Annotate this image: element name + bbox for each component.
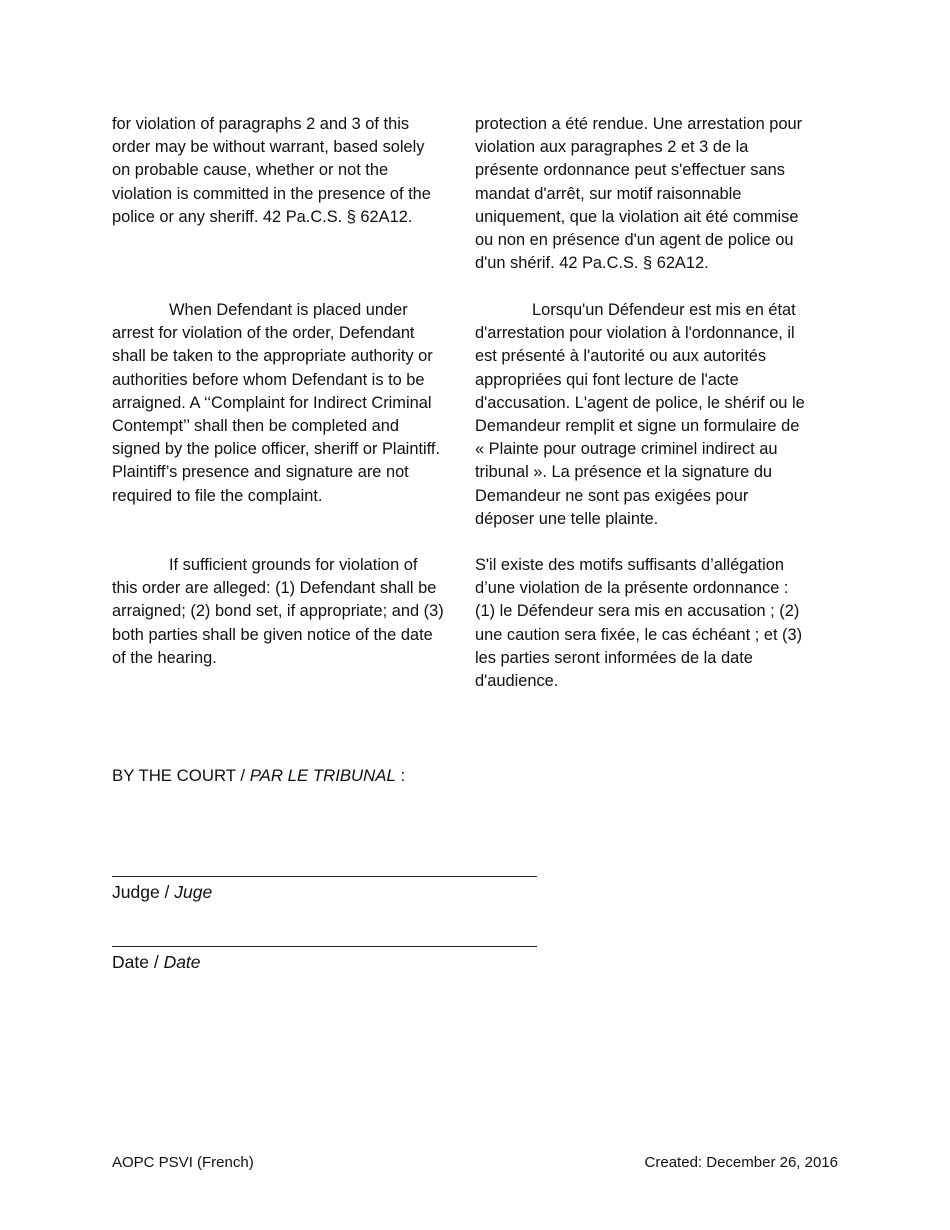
- paragraph-en-sufficient-grounds: If sufficient grounds for violation of this order are alleged: (1) Defendant shall be arraigned; (2) bond set, if appropriate; and (3) both parties shall be given notice of the date of the hearing.: [112, 556, 444, 667]
- judge-signature-line: [112, 876, 537, 877]
- judge-label: Judge / Juge: [112, 882, 213, 902]
- paragraph-en-defendant-arrest: When Defendant is placed under arrest for violation of the order, Defendant shall be taken to the appropriate authority or authorities before whom Defendant is to be arraigned. A ‘‘Complaint for Indirect Criminal Contempt’’ shall then be completed and signed by the police officer, sheriff or Plaintiff. Plaintiff’s presence and signature are not required to file the complaint.: [112, 301, 441, 505]
- footer-created-date: Created: December 26, 2016: [644, 1154, 838, 1171]
- date-label: Date / Date: [112, 952, 201, 972]
- paragraph-en-arrest-warrant: for violation of paragraphs 2 and 3 of this order may be without warrant, based solely on probable cause, whether or not the violation is committed in the presence of the police or any sheriff. 42 Pa.C.S. § 62A12.: [112, 115, 431, 226]
- date-signature-line: [112, 946, 537, 947]
- footer-form-id: AOPC PSVI (French): [112, 1154, 254, 1171]
- paragraph-fr-arrest-warrant: protection a été rendue. Une arrestation pour violation aux paragraphes 2 et 3 de la présente ordonnance peut s'effectuer sans mandat d'arrêt, sur motif raisonnable uniquement, que la violation ait été commise ou non en présence d'un agent de police ou d'un shérif. 42 Pa.C.S. § 62A12.: [475, 115, 803, 273]
- by-the-court-heading: BY THE COURT / PAR LE TRIBUNAL :: [112, 766, 406, 785]
- paragraph-fr-defendant-arrest: Lorsqu'un Défendeur est mis en état d'arrestation pour violation à l'ordonnance, il est présenté à l'autorité ou aux autorités appropriées qui font lecture de l'acte d'accusation. L'agent de police, le shérif ou le Demandeur remplit et signe un formulaire de « Plainte pour outrage criminel indirect au tribunal ». La présence et la signature du Demandeur ne sont pas exigées pour déposer une telle plainte.: [475, 301, 805, 528]
- paragraph-fr-sufficient-grounds: S'il existe des motifs suffisants d’allégation d’une violation de la présente ordonnance : (1) le Défendeur sera mis en accusation ; (2) une caution sera fixée, le cas échéant ; et (3) les parties seront informées de la date d'audience.: [475, 556, 803, 691]
